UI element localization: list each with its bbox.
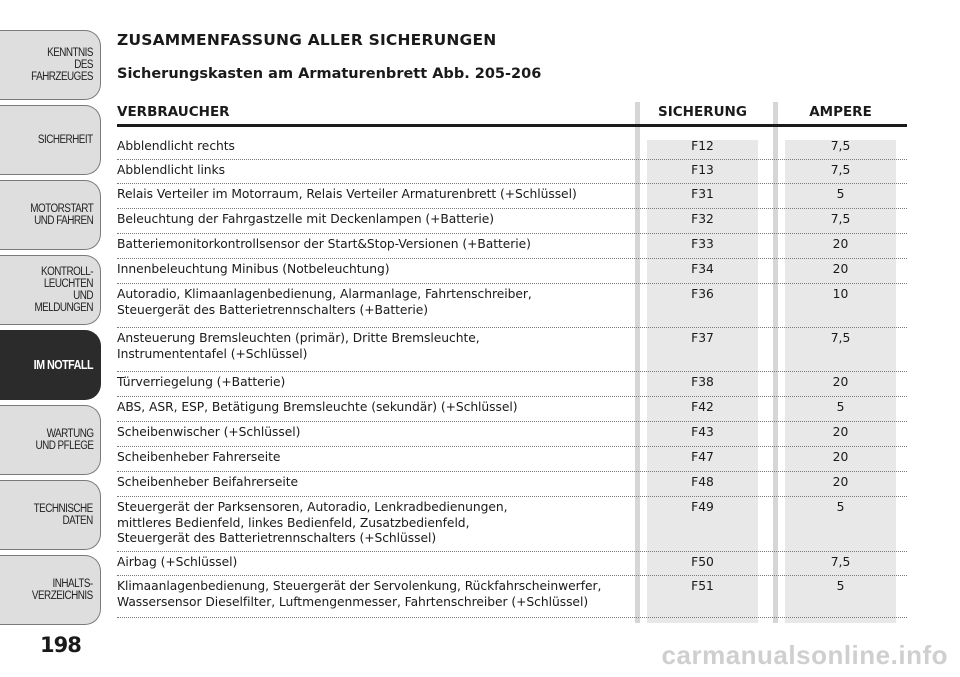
tab-im-notfall[interactable] (0, 330, 101, 400)
consumer-cell: Airbag (+Schlüssel) (117, 555, 238, 569)
tab-label: IM NOTFALL (33, 358, 93, 372)
row-separator (117, 471, 907, 472)
fuse-cell: F12 (691, 139, 714, 153)
tab-wartung-und-pflege[interactable] (0, 405, 101, 475)
table-row (117, 500, 907, 555)
table-row (117, 237, 907, 262)
table-row (117, 450, 907, 475)
row-separator (117, 258, 907, 259)
row-separator (117, 496, 907, 497)
tab-label: SICHERHEIT (38, 134, 93, 146)
column-header-ampere: AMPERE (809, 104, 872, 120)
table-row (117, 163, 907, 187)
tab-motorstart-und-fahren[interactable] (0, 180, 101, 250)
tab-technische-daten[interactable] (0, 480, 101, 550)
fuse-cell: F36 (691, 287, 714, 301)
ampere-cell: 5 (836, 500, 845, 514)
consumer-cell: Scheibenwischer (+Schlüssel) (117, 425, 301, 439)
column-header-fuse: SICHERUNG (658, 104, 747, 120)
tab-label: MOTORSTART UND FAHREN (30, 203, 93, 227)
tab-kontrollleuchten-und-meldungen[interactable] (0, 255, 101, 325)
tab-label: WARTUNG UND PFLEGE (34, 428, 93, 452)
row-separator (117, 446, 907, 447)
header-rule (117, 124, 907, 127)
fuse-cell: F37 (691, 331, 714, 345)
tab-sicherheit[interactable] (0, 105, 101, 175)
row-separator (117, 551, 907, 552)
fuse-cell: F51 (691, 579, 714, 593)
consumer-cell: Abblendlicht rechts (117, 139, 235, 153)
table-row (117, 375, 907, 400)
chapter-tab-sidebar (0, 0, 103, 640)
page-title: ZUSAMMENFASSUNG ALLER SICHERUNGEN (117, 31, 497, 49)
fuse-cell: F38 (691, 375, 714, 389)
fuse-cell: F33 (691, 237, 714, 251)
table-row (117, 212, 907, 237)
row-separator (117, 396, 907, 397)
consumer-cell: Relais Verteiler im Motorraum, Relais Verteiler Armaturenbrett (+Schlüssel) (117, 187, 577, 201)
table-row (117, 287, 907, 331)
row-separator (117, 327, 907, 328)
table-row (117, 400, 907, 425)
ampere-cell: 20 (832, 475, 849, 489)
row-separator (117, 421, 907, 422)
ampere-cell: 5 (836, 579, 845, 593)
fuse-cell: F48 (691, 475, 714, 489)
tab-label: KENNTNIS DES FAHRZEUGES (31, 47, 93, 83)
table-row (117, 555, 907, 579)
tab-label: KONTROLL- LEUCHTEN UND MELDUNGEN (34, 266, 93, 314)
row-separator (117, 283, 907, 284)
row-separator (117, 371, 907, 372)
column-header-consumer: VERBRAUCHER (117, 104, 230, 120)
watermark: carmanualsonline.info (661, 640, 948, 670)
fuse-cell: F13 (691, 163, 714, 177)
row-separator (117, 208, 907, 209)
ampere-cell: 20 (832, 425, 849, 439)
section-subtitle: Sicherungskasten am Armaturenbrett Abb. 205-206 (117, 66, 542, 82)
tab-kenntnis-des-fahrzeuges[interactable] (0, 30, 101, 100)
ampere-cell: 5 (836, 187, 845, 201)
row-separator (117, 617, 907, 618)
consumer-cell: Innenbeleuchtung Minibus (Notbeleuchtung) (117, 262, 390, 276)
consumer-cell: Steuergerät der Parksensoren, Autoradio, Lenkradbedienungen, mittleres Bedienfeld, linkes Bedienfeld, Zusatzbedienfeld, Steuergerät des Batterietrennschalters (+Schlüssel) (117, 500, 508, 545)
ampere-cell: 5 (836, 400, 845, 414)
fuse-cell: F47 (691, 450, 714, 464)
table-row (117, 262, 907, 287)
fuse-cell: F49 (691, 500, 714, 514)
fuse-cell: F42 (691, 400, 714, 414)
table-row (117, 187, 907, 212)
tab-inhaltsverzeichnis[interactable] (0, 555, 101, 625)
tab-label: INHALTS- VERZEICHNIS (32, 578, 93, 602)
consumer-cell: Scheibenheber Beifahrerseite (117, 475, 299, 489)
row-separator (117, 233, 907, 234)
table-row (117, 331, 907, 375)
ampere-cell: 7,5 (830, 555, 851, 569)
ampere-cell: 20 (832, 262, 849, 276)
fuse-cell: F43 (691, 425, 714, 439)
consumer-cell: Scheibenheber Fahrerseite (117, 450, 281, 464)
table-row (117, 425, 907, 450)
ampere-cell: 7,5 (830, 212, 851, 226)
table-row (117, 139, 907, 163)
fuse-cell: F31 (691, 187, 714, 201)
row-separator (117, 183, 907, 184)
ampere-cell: 7,5 (830, 331, 851, 345)
consumer-cell: Abblendlicht links (117, 163, 225, 177)
table-row (117, 475, 907, 500)
fuse-cell: F50 (691, 555, 714, 569)
ampere-cell: 20 (832, 375, 849, 389)
tab-label: TECHNISCHE DATEN (33, 503, 93, 527)
fuse-cell: F32 (691, 212, 714, 226)
consumer-cell: Beleuchtung der Fahrgastzelle mit Deckenlampen (+Batterie) (117, 212, 494, 226)
row-separator (117, 575, 907, 576)
consumer-cell: Türverriegelung (+Batterie) (117, 375, 286, 389)
ampere-cell: 20 (832, 450, 849, 464)
consumer-cell: Klimaanlagenbedienung, Steuergerät der Servolenkung, Rückfahrscheinwerfer, Wassersensor Dieselfilter, Luftmengenmesser, Fahrtenschreiber (+Schlüssel) (117, 579, 602, 609)
table-row (117, 579, 907, 621)
fuse-cell: F34 (691, 262, 714, 276)
consumer-cell: ABS, ASR, ESP, Betätigung Bremsleuchte (sekundär) (+Schlüssel) (117, 400, 518, 414)
row-separator (117, 159, 907, 160)
ampere-cell: 7,5 (830, 163, 851, 177)
consumer-cell: Ansteuerung Bremsleuchten (primär), Dritte Bremsleuchte, Instrumententafel (+Schlüssel) (117, 331, 480, 361)
page-number: 198 (40, 633, 81, 657)
ampere-cell: 20 (832, 237, 849, 251)
ampere-cell: 10 (832, 287, 849, 301)
consumer-cell: Batteriemonitorkontrollsensor der Start&Stop-Versionen (+Batterie) (117, 237, 531, 251)
ampere-cell: 7,5 (830, 139, 851, 153)
consumer-cell: Autoradio, Klimaanlagenbedienung, Alarmanlage, Fahrtenschreiber, Steuergerät des Batterietrennschalters (+Batterie) (117, 287, 532, 317)
